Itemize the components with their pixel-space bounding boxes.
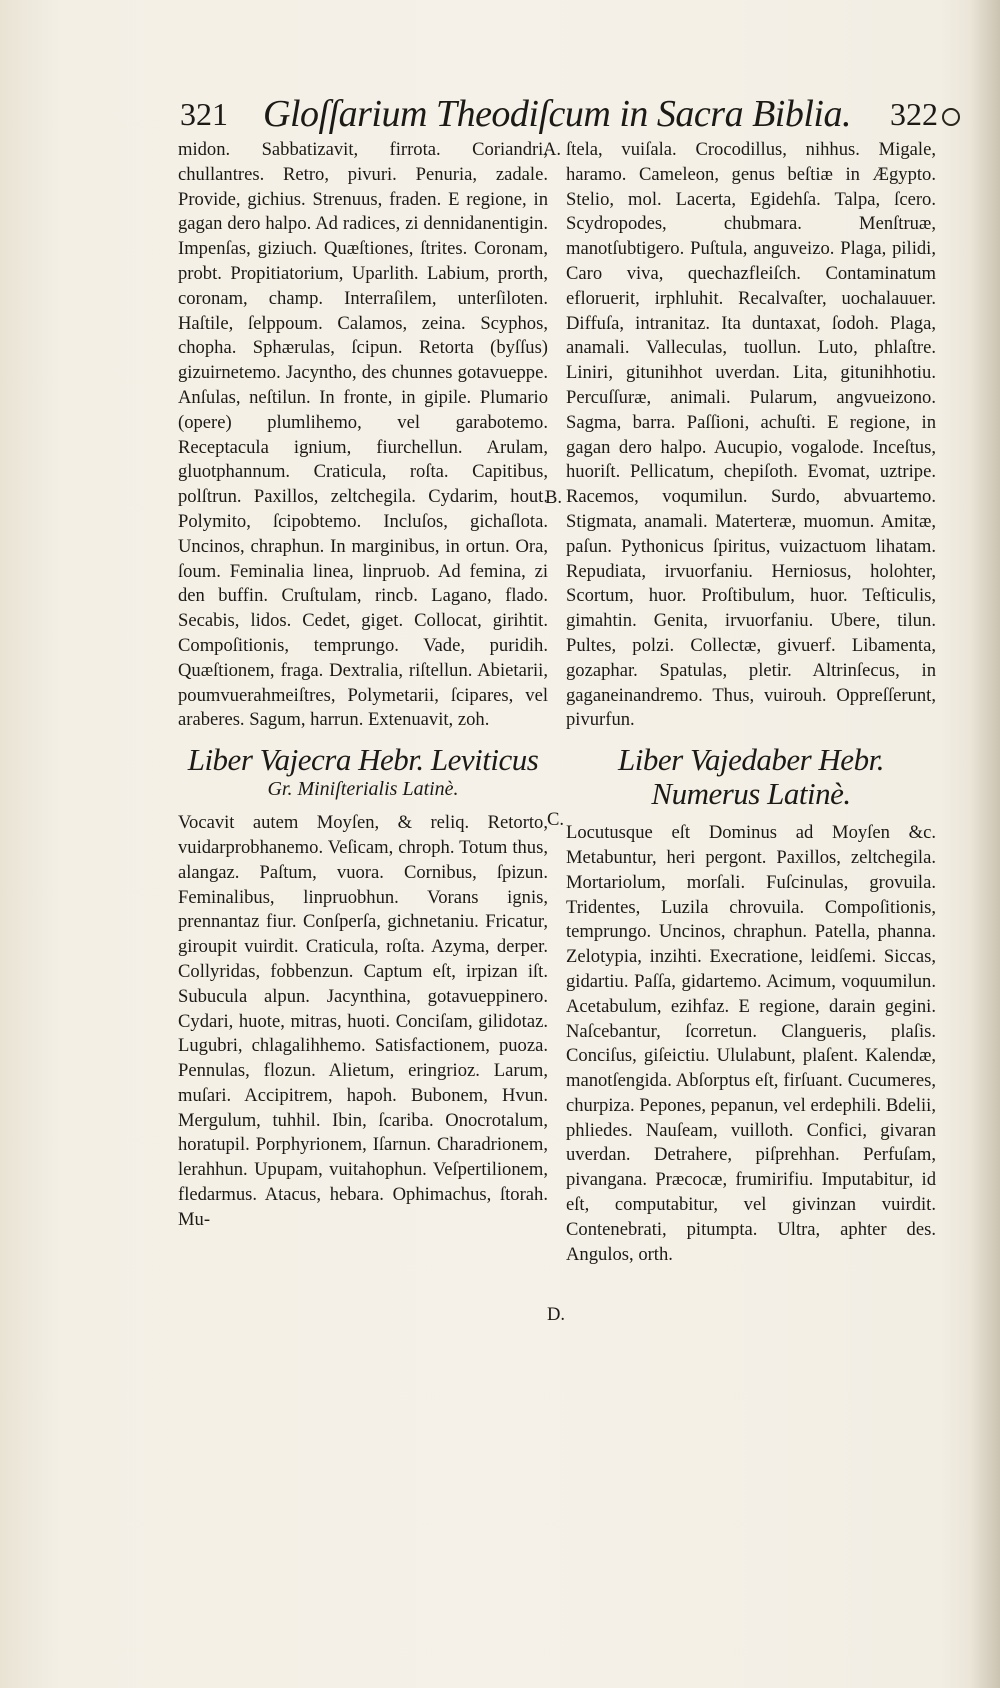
right-column — [566, 138, 936, 1267]
gutter-shadow — [970, 0, 1000, 1688]
left-column — [178, 138, 548, 1233]
left-paragraph-1: midon. Sabbatizavit, firrota. Coriandri, chullantres. Retro, pivuri. Penuria, zadale. Provide, gichius. Strenuus, fraden. E regione, in gagan dero halpo. Ad radices, zi dennidanentigin. Impenſas, giziuch. Quæſtiones, ſtrites. Coronam, probt. Propitiatorium, Uparlith. Labium, prorth, coronam, champ. Interraſilem, unterſiloten. Haſtile, ſelppoum. Calamos, zeina. Scyphos, chopha. Sphærulas, ſcipun. Retorta (byſſus) gizuirnetemo. Jacyntho, des chunnes gotavueppe. Anſulas, neſtilun. In fronte, in gipile. Plumario (opere) plumlihemo, vel garabotemo. Receptacula ignium, fiurchellun. Arulam, gluotphannum. Craticula, roſta. Capitibus, polſtrun. Paxillos, zeltchegila. Cydarim, hout. Polymito, ſcipobtemo. Incluſos, gichaſlota. Uncinos, chraphun. In marginibus, in ortun. Ora, ſoum. Feminalia linea, linpruob. Ad femina, zi den buffin. Cruſtulam, rincb. Lagano, flado. Secabis, lidos. Cedet, giget. Collocat, girihtit. Compoſitionis, temprungo. Vade, puridih. Quæſtionem, fraga. Dextralia, riſtellun. Abietarii, poumvuerahmeiſtres, Polymetarii, ſcipares, vel araberes. Sagum, harrun. Extenuavit, zoh. — [178, 139, 548, 731]
page-number-left: 321 — [180, 96, 228, 132]
running-title: Gloſſarium Theodiſcum in Sacra Biblia. — [263, 93, 851, 135]
left-paragraph-2: Vocavit autem Moyſen, & reliq. Retorto, vuidarprobhanemo. Veſicam, chroph. Totum thus, alangaz. Paſtum, vuora. Cornibus, ſpizun. Feminalibus, linpruobhun. Vorans ignis, prennantaz fiur. Conſperſa, gichnetaniu. Fricatur, giroupit vuirdit. Craticula, roſta. Azyma, derper. Collyridas, fobbenzun. Captum eſt, irpizan iſt. Subucula alpun. Jacynthina, gotavueppinero. Cydari, huote, mitras, huoti. Conciſam, gilidotaz. Lugubri, chlagalihhemo. Satisfactionem, puoza. Pennulas, flozun. Alietum, eringrioz. Larum, muſari. Accipitrem, hapoh. Bubonem, Hvun. Mergulum, tuhhil. Ibin, ſcariba. Onocrotalum, horatupil. Porphyrionem, Iſarnun. Charadrionem, lerahhun. Upupam, vuitahophun. Veſpertilionem, fledarmus. Atacus, hebara. Ophimachus, ſtorah. Mu- — [178, 812, 548, 1230]
section-title-leviticus: Liber Vajecra Hebr. Leviticus — [187, 742, 539, 778]
margin-letter-a: A. — [543, 139, 562, 160]
ornament-ring — [942, 108, 960, 126]
margin-letter-b: B. — [545, 487, 563, 508]
section-spacer — [566, 811, 936, 821]
right-paragraph-2: Locutusque eſt Dominus ad Moyſen &c. Metabuntur, heri pergont. Paxillos, zeltchegila. Mortariolum, morſali. Fuſcinulas, grovuila. Tridentes, Luzila chrovuila. Compoſitionis, temprungo. Uncinos, chraphun. Patella, phanna. Zelotypia, inzihti. Execratione, leidſemi. Siccas, gidartiu. Paſſa, gidartemo. Acimum, voquumilun. Acetabulum, ezihfaz. E regione, darain gegini. Naſcebantur, ſcorretun. Clangueris, plaſis. Conciſus, giſeictiu. Ululabunt, plaſent. Kalendæ, manotſengida. Abſorptus eſt, firſuant. Cucumeres, churpiza. Pepones, pepanun, vel erdephili. Bdelii, phliedes. Nauſeam, vuilloth. Confici, givaran uverdan. Detrahere, piſprehhan. Perfuſam, pivangana. Præcocæ, frumirifiu. Imputabitur, id eſt, computabitur, vel givinzan vuirdit. Contenebrati, pitumpta. Ultra, aphter des. Angulos, orth. — [566, 822, 936, 1265]
page-number-right: 322 — [890, 96, 938, 132]
section-title-numeri: Liber Vajedaber Hebr. Numerus Latinè. — [618, 742, 884, 812]
section-subtitle-leviticus: Gr. Miniſterialis Latinè. — [267, 778, 459, 801]
margin-letter-c: C. — [547, 809, 565, 830]
margin-letter-d: D. — [547, 1304, 566, 1325]
right-paragraph-1: ſtela, vuiſala. Crocodillus, nihhus. Migale, haramo. Cameleon, genus beſtiæ in Ægypto. Stelio, mol. Lacerta, Egidehſa. Talpa, ſcero. Scydropodes, chubmara. Menſtruæ, manotſubtigero. Puſtula, anguveizo. Plaga, pilidi, Caro viva, quechazfleiſch. Contaminatum efloruerit, irphluhit. Recalvaſter, uochalauuer. Diffuſa, intranitaz. Ita duntaxat, ſodoh. Plaga, anamali. Valleculas, tuollun. Luto, phlaſtre. Liniri, gitunihhot uverdan. Lita, gitunihhotiu. Percuſſuræ, animali. Pularum, angvueizono. Sagma, barra. Paſſioni, achuſti. E regione, in gagan dero halpo. Aucupio, vogalode. Inceſtus, huoriſt. Pellicatum, chepiſoth. Evomat, uztripe. Racemos, voqumilun. Surdo, abvuartemo. Stigmata, anamali. Materteræ, muomun. Amitæ, paſun. Pythonicus ſpiritus, vuizactuom lihatam. Repudiata, irvuorfaniu. Herniosus, holohter, Scortum, huor. Proſtibulum, huor. Teſticulis, gimahtin. Genita, irvuorfaniu. Ubere, tilun. Pultes, polzi. Collectæ, givuerf. Libamenta, gozaphar. Spatulas, pletir. Altrinſecus, in gaganeinandremo. Thus, vuirouh. Oppreſſerunt, pivurfun. — [566, 139, 936, 731]
page-header — [176, 92, 938, 140]
